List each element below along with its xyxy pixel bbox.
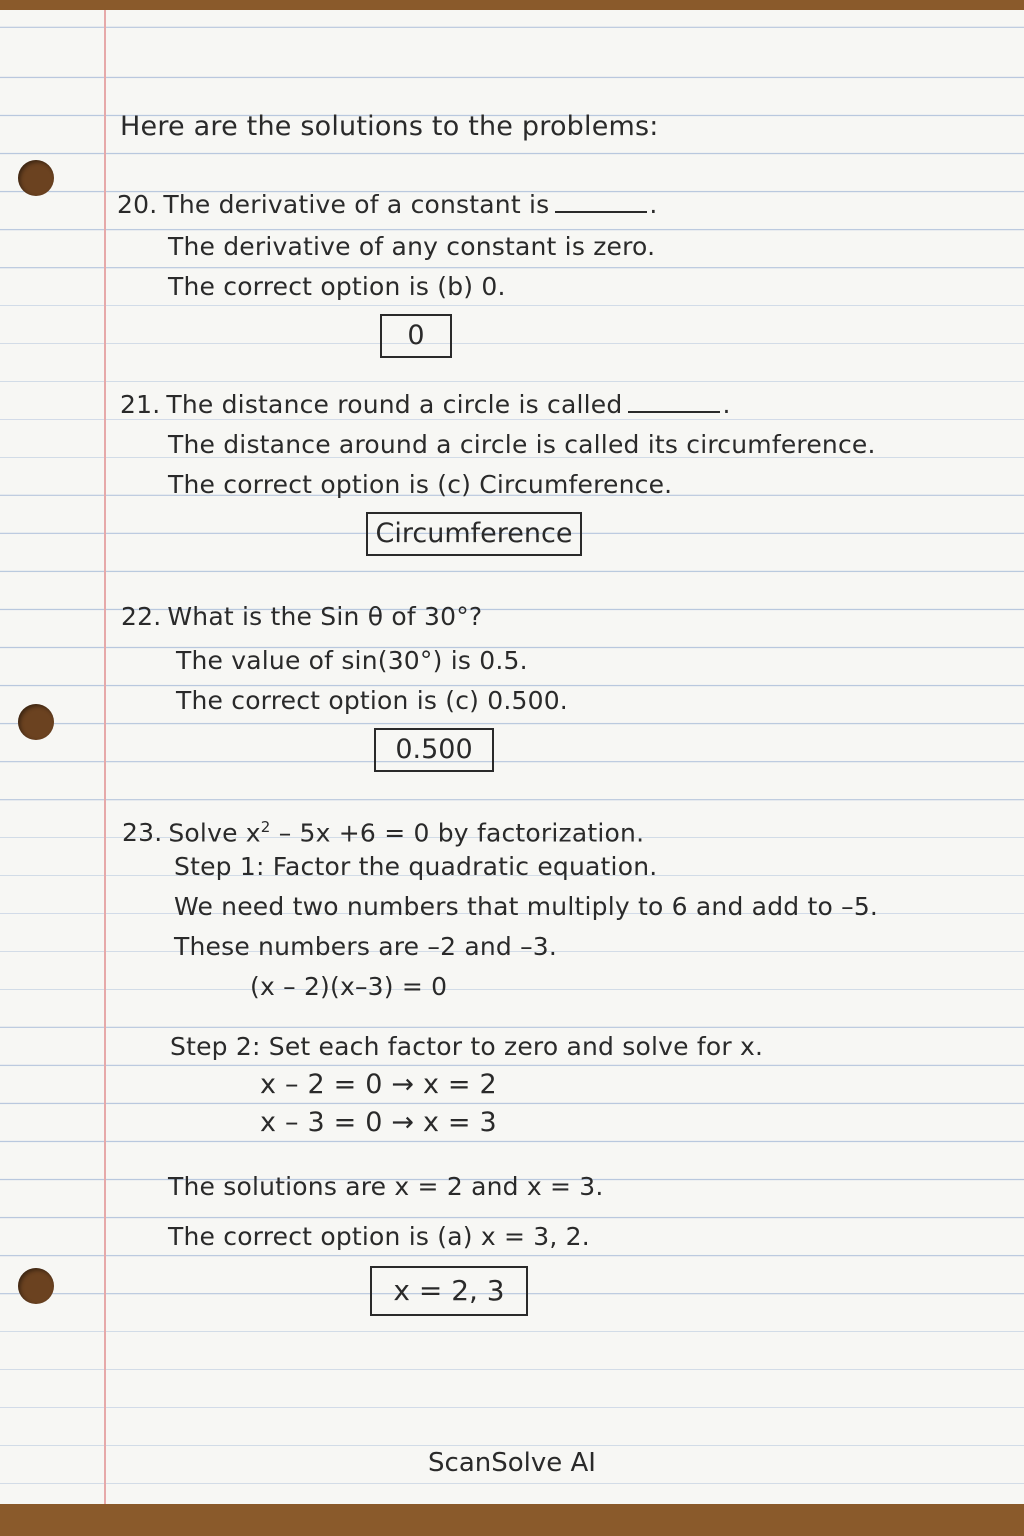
step-1-factored: (x – 2)(x–3) = 0 [250,972,448,1001]
question-number: 23. [122,818,163,848]
step-2-equation: x – 3 = 0 → x = 3 [260,1107,497,1138]
exponent: 2 [260,818,271,836]
question-20: 20. The derivative of a constant is . [117,190,658,219]
punch-hole [18,160,54,196]
question-prompt: The distance round a circle is called [166,390,623,419]
question-23 [122,812,644,848]
explanation: The distance around a circle is called its circumference. [168,430,876,459]
question-prompt: What is the Sin θ of 30°? [167,602,483,631]
step-2-equation: x – 2 = 0 → x = 2 [260,1069,497,1100]
punch-hole [18,704,54,740]
question-21: 21. The distance round a circle is called . [120,390,731,419]
solutions: The solutions are x = 2 and x = 3. [168,1172,604,1201]
answer-blank [628,393,720,413]
page-heading: Here are the solutions to the problems: [120,111,659,142]
notebook-page [0,10,1024,1504]
question-number: 22. [121,602,162,631]
question-prompt: The derivative of a constant is [163,190,550,219]
answer-blank [555,193,647,213]
step-1-need: We need two numbers that multiply to 6 and add to –5. [174,892,879,921]
question-prompt: Solve x [168,818,261,848]
question-prompt-rest: – 5x +6 = 0 by factorization. [270,818,645,848]
correct-option: The correct option is (c) 0.500. [176,686,568,715]
correct-option: The correct option is (b) 0. [168,272,506,301]
correct-option: The correct option is (a) x = 3, 2. [168,1222,590,1251]
answer-box: 0.500 [374,728,494,772]
answer-box: 0 [380,314,452,358]
margin-line [104,10,106,1504]
explanation: The value of sin(30°) is 0.5. [176,646,528,675]
punch-hole [18,1268,54,1304]
step-2-heading: Step 2: Set each factor to zero and solve for x. [170,1032,764,1061]
step-1-heading: Step 1: Factor the quadratic equation. [174,852,658,881]
question-number: 20. [117,190,158,219]
answer-box: Circumference [366,512,582,556]
question-number: 21. [120,390,161,419]
question-22 [121,602,482,632]
explanation: The derivative of any constant is zero. [168,232,656,261]
footer-brand: ScanSolve AI [428,1448,596,1478]
correct-option: The correct option is (c) Circumference. [168,470,673,499]
answer-box: x = 2, 3 [370,1266,528,1316]
step-1-numbers: These numbers are –2 and –3. [174,932,558,961]
